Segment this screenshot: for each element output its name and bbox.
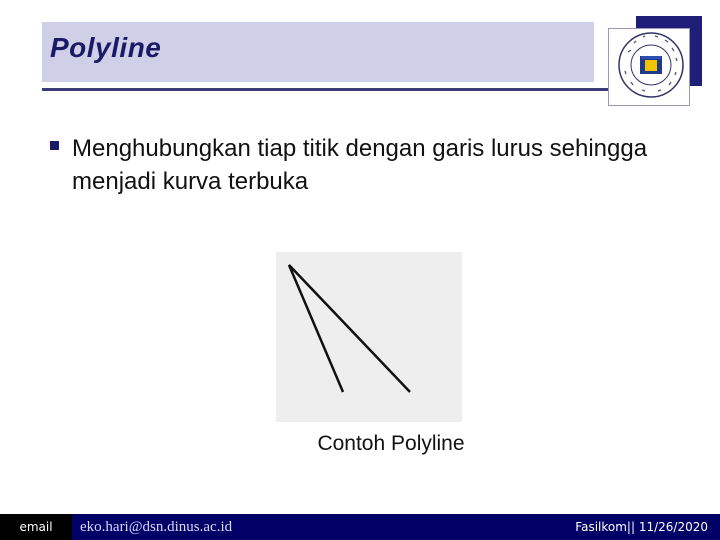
polyline-shape (289, 265, 410, 392)
bullet-text: Menghubungkan tiap titik dengan garis lurus sehingga menjadi kurva terbuka (72, 135, 648, 195)
footer-email-label: email (0, 514, 72, 540)
bullet-marker (50, 141, 59, 150)
title-divider (42, 88, 662, 91)
footer-course-date: Fasilkom|| 11/26/2020 (575, 520, 708, 534)
polyline-drawing (276, 252, 462, 422)
footer-bar (0, 514, 720, 540)
figure-caption: Contoh Polyline (317, 432, 465, 455)
polyline-figure (276, 252, 462, 422)
footer-email-link[interactable]: eko.hari@dsn.dinus.ac.id (80, 519, 233, 535)
university-seal-icon (617, 30, 685, 100)
slide-title: Polyline (50, 32, 162, 63)
